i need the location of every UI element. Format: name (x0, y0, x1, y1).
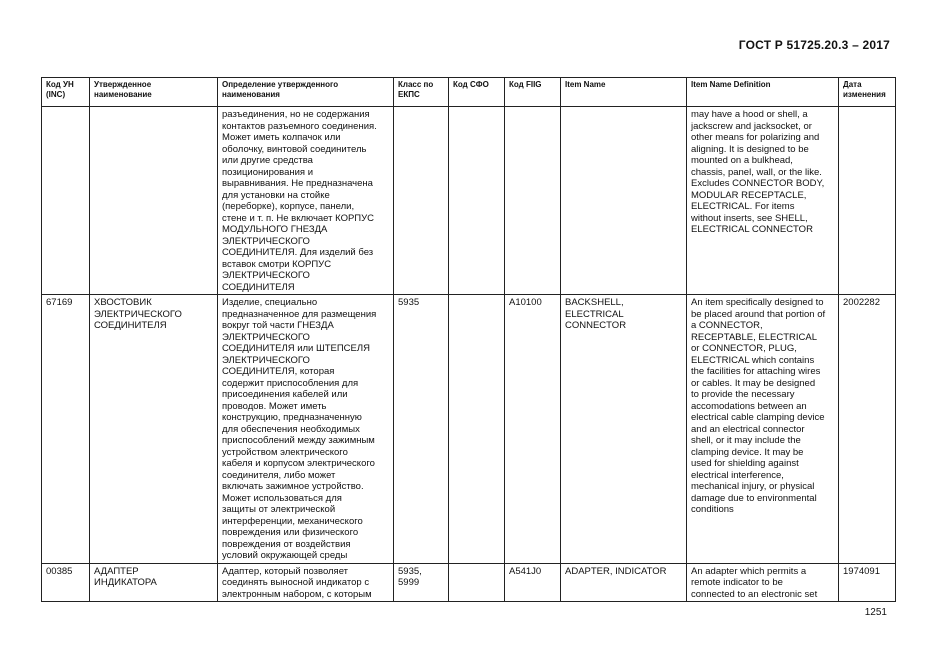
header-item-name-definition: Item Name Definition (687, 78, 839, 107)
cell-change-date (839, 107, 896, 295)
cell-change-date: 1974091 (839, 563, 896, 602)
header-item-name: Item Name (561, 78, 687, 107)
cell-approved-name (90, 107, 218, 295)
cell-fiig-code (505, 107, 561, 295)
header-approved-name: Утвержденное наименование (90, 78, 218, 107)
cell-inc-code (42, 107, 90, 295)
cell-inc-code: 67169 (42, 295, 90, 564)
classification-table (41, 77, 896, 602)
cell-item-name-definition: may have a hood or shell, a jackscrew and jacksocket, or other means for polarizing and aligning. It is designed to be mounted on a bulkhead, chassis, panel, wall, or the like. Excludes CONNECTOR BODY, MODULAR RECEPTACLE, ELECTRICAL. For items without inserts, see SHELL, ELECTRICAL CONNECTOR (687, 107, 839, 295)
header-approved-name-definition: Определение утвержденного наименования (218, 78, 394, 107)
cell-sfo-code (449, 563, 505, 602)
header-sfo-code: Код СФО (449, 78, 505, 107)
header-inc-code: Код УН (INC) (42, 78, 90, 107)
table-row (42, 107, 896, 295)
cell-fiig-code: A541J0 (505, 563, 561, 602)
cell-change-date: 2002282 (839, 295, 896, 564)
cell-sfo-code (449, 295, 505, 564)
cell-item-name: BACKSHELL, ELECTRICAL CONNECTOR (561, 295, 687, 564)
cell-fiig-code: A10100 (505, 295, 561, 564)
table-row (42, 295, 896, 564)
cell-approved-name-definition: Изделие, специально предназначенное для размещения вокруг той части ГНЕЗДА ЭЛЕКТРИЧЕСКОГО СОЕДИНИТЕЛЯ или ШТЕПСЕЛЯ ЭЛЕКТРИЧЕСКОГО СОЕДИНИТЕЛЯ, которая содержит приспособления для присоединения кабелей или проводов. Может иметь конструкцию, предназначенную для обеспечения необходимых приспособлений между зажимным устройством электрического кабеля и корпусом электрического соединителя, либо может включать зажимное устройство. Может использоваться для защиты от электрической интерференции, механического повреждения или физического повреждения от воздействия условий окружающей среды (218, 295, 394, 564)
cell-ekps-class: 5935, 5999 (394, 563, 449, 602)
cell-approved-name: ХВОСТОВИК ЭЛЕКТРИЧЕСКОГО СОЕДИНИТЕЛЯ (90, 295, 218, 564)
cell-item-name-definition: An adapter which permits a remote indicator to be connected to an electronic set (687, 563, 839, 602)
cell-ekps-class: 5935 (394, 295, 449, 564)
table-header-row (42, 78, 896, 107)
cell-item-name-definition: An item specifically designed to be placed around that portion of a CONNECTOR, RECEPTABLE, ELECTRICAL or CONNECTOR, PLUG, ELECTRICAL which contains the facilities for attaching wires or cables. It may be designed to provide the necessary accomodations between an electrical cable clamping device and an electrical connector shell, or it may include the clamping device. It may be used for shielding against electrical interference, mechanical injury, or physical damage due to environmental conditions (687, 295, 839, 564)
table-row (42, 563, 896, 602)
header-fiig-code: Код FIIG (505, 78, 561, 107)
cell-approved-name: АДАПТЕР ИНДИКАТОРА (90, 563, 218, 602)
document-title: ГОСТ Р 51725.20.3 – 2017 (738, 38, 890, 52)
classification-table-container (41, 77, 895, 602)
cell-inc-code: 00385 (42, 563, 90, 602)
header-change-date: Дата изменения (839, 78, 896, 107)
cell-ekps-class (394, 107, 449, 295)
cell-item-name (561, 107, 687, 295)
cell-approved-name-definition: разъединения, но не содержания контактов разъемного соединения. Может иметь колпачок или оболочку, винтовой соединитель или другие средства позиционирования и выравнивания. Не предназначена для установки на стойке (переборке), корпусе, панели, стене и т. п. Не включает КОРПУС МОДУЛЬНОГО ГНЕЗДА ЭЛЕКТРИЧЕСКОГО СОЕДИНИТЕЛЯ. Для изделий без вставок смотри КОРПУС ЭЛЕКТРИЧЕСКОГО СОЕДИНИТЕЛЯ (218, 107, 394, 295)
header-ekps-class: Класс по ЕКПС (394, 78, 449, 107)
cell-item-name: ADAPTER, INDICATOR (561, 563, 687, 602)
cell-sfo-code (449, 107, 505, 295)
cell-approved-name-definition: Адаптер, который позволяет соединять выносной индикатор с электронным набором, с которым (218, 563, 394, 602)
page-number: 1251 (864, 607, 887, 618)
